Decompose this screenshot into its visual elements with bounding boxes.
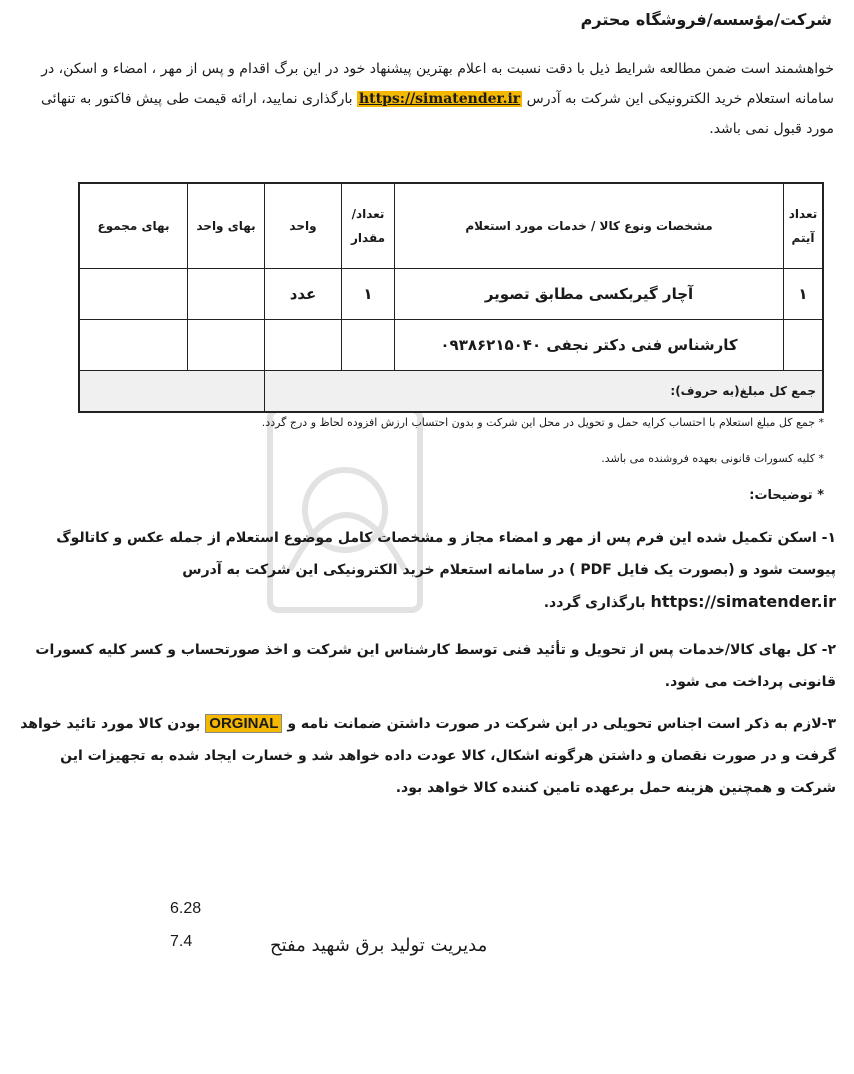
cell-row-no <box>784 320 824 371</box>
sum-label: جمع کل مبلغ(به حروف): <box>265 371 824 413</box>
cell-total-price <box>79 320 188 371</box>
intro-url-link[interactable]: https://simatender.ir <box>359 91 521 107</box>
cell-total-price <box>79 269 188 320</box>
item3-text-start: ۳-لازم به ذکر است اجناس تحویلی در این شرکت در صورت داشتن ضمانت نامه و <box>282 716 836 732</box>
cell-unit-price <box>188 269 265 320</box>
cell-description: کارشناس فنی دکتر نجفی ۰۹۳۸۶۲۱۵۰۴۰ <box>395 320 784 371</box>
header-total-price: بهای مجموع <box>79 183 188 269</box>
description-item-2: ۲- کل بهای کالا/خدمات پس از تحویل و تأئید فنی توسط کارشناس این شرکت و اخذ صورتحساب و کسر کلیه کسورات قانونی پرداخت می شود. <box>35 642 836 690</box>
header-unit: واحد <box>265 183 342 269</box>
header-unit-price: بهای واحد <box>188 183 265 269</box>
cell-unit <box>265 320 342 371</box>
table-row <box>79 320 823 371</box>
original-highlight: ORGINAL <box>205 714 282 733</box>
table-row <box>79 269 823 320</box>
header-description: مشخصات ونوع کالا / خدمات مورد استعلام <box>395 183 784 269</box>
page-heading: شرکت/مؤسسه/فروشگاه محترم <box>580 10 832 29</box>
intro-text-end: بارگذاری نمایید، ارائه قیمت طی پیش فاکتور به تنهائی مورد قبول نمی باشد. <box>41 91 834 137</box>
item1-url-link[interactable]: https://simatender.ir <box>650 592 836 611</box>
footer-number-1: 6.28 <box>170 900 202 917</box>
note-transport: * جمع کل مبلغ استعلام با احتساب کرایه حمل و تحویل در محل این شرکت و بدون احتساب ارزش افزوده لحاظ و درج گردد. <box>261 416 824 429</box>
sum-row <box>79 371 823 413</box>
description-item-1 <box>16 522 836 619</box>
descriptions-title: * توضیحات: <box>749 488 824 503</box>
items-table <box>78 182 824 413</box>
cell-unit-price <box>188 320 265 371</box>
item3-text-end: بودن کالا مورد تائید خواهد گرفت و در صورت نقصان و داشتن هرگونه اشکال، کالا عودت داده خواهد شد و خسارت ایجاد شده به تجهیزات این شرکت و همچنین هزینه حمل برعهده تامین کننده کالا خواهد بود. <box>20 716 836 796</box>
item1-text-start: ۱- اسکن تکمیل شده این فرم پس از مهر و امضاء مجاز و مشخصات کامل موضوع استعلام از جمله عکس و کاتالوگ پیوست شود و (بصورت یک فایل PDF ) در سامانه استعلام خرید الکترونیکی این شرکت به آدرس <box>56 530 836 578</box>
item1-text-end: بارگذاری گردد. <box>543 595 651 611</box>
intro-paragraph <box>18 54 834 144</box>
note-deductions: * کلیه کسورات قانونی بعهده فروشنده می باشد. <box>601 452 824 465</box>
table-header-row <box>79 183 823 269</box>
intro-text-start: خواهشمند است ضمن مطالعه شرایط ذیل با دقت نسبت به اعلام بهترین پیشنهاد خود در این برگ اقدام و پس از مهر ، امضاء و اسکن، در سامانه استعلام خرید الکترونیکی این شرکت به آدرس <box>41 61 834 107</box>
cell-description: آچار گیربکسی مطابق تصویر <box>395 269 784 320</box>
description-item-3 <box>16 708 836 804</box>
cell-unit: عدد <box>265 269 342 320</box>
header-row-no: تعداد آیتم <box>784 183 824 269</box>
cell-row-no: ۱ <box>784 269 824 320</box>
footer-number-2: 7.4 <box>170 933 193 950</box>
cell-quantity: ۱ <box>342 269 395 320</box>
cell-quantity <box>342 320 395 371</box>
sum-value <box>79 371 265 413</box>
footer-organization: مدیریت تولید برق شهید مفتح <box>270 935 488 956</box>
header-quantity: تعداد/ مقدار <box>342 183 395 269</box>
